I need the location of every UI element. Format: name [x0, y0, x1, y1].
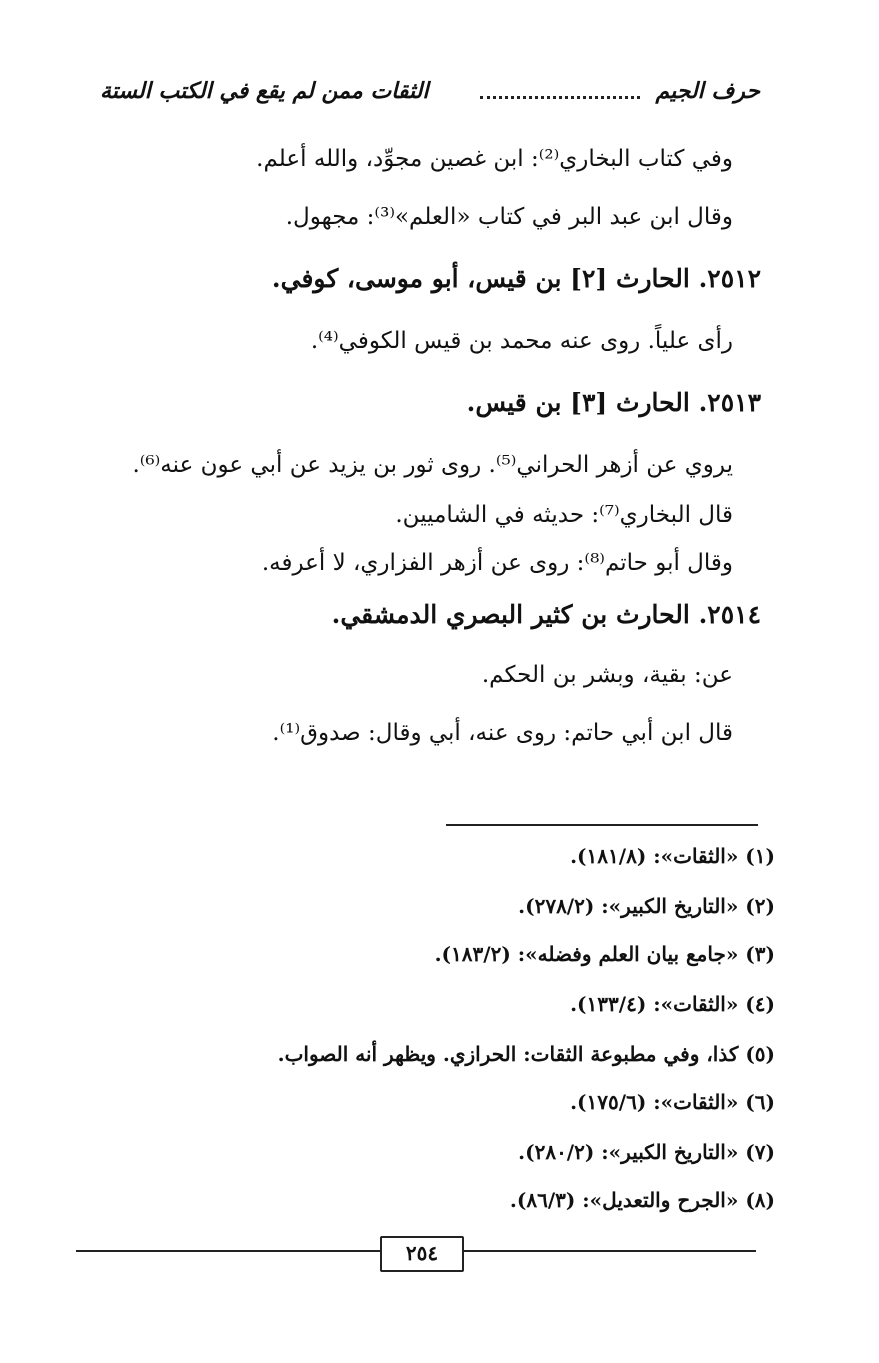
footnote: (٨) «الجرح والتعديل»: (٨٦/٣).: [509, 1188, 775, 1212]
body-line: رأى علياً. روى عنه محمد بن قيس الكوفي⁽⁴⁾.: [310, 328, 733, 354]
footnote: (٦) «الثقات»: (١٧٥/٦).: [570, 1090, 775, 1114]
footnote: (٧) «التاريخ الكبير»: (٢٨٠/٢).: [518, 1140, 775, 1164]
body-line: وقال ابن عبد البر في كتاب «العلم»⁽³⁾: مجهول.: [285, 204, 733, 230]
footnote: (٢) «التاريخ الكبير»: (٢٧٨/٢).: [518, 894, 775, 918]
footnote: (١) «الثقات»: (١٨١/٨).: [570, 844, 775, 868]
body-line: وقال أبو حاتم⁽⁸⁾: روى عن أزهر الفزاري، لا أعرفه.: [261, 550, 733, 576]
running-header: [100, 78, 760, 114]
footnote-separator: [446, 824, 758, 826]
body-line: قال ابن أبي حاتم: روى عنه، أبي وقال: صدوق⁽¹⁾.: [272, 720, 733, 746]
entry-heading: ٢٥١٣. الحارث [٣] بن قيس.: [466, 388, 761, 417]
body-line: عن: بقية، وبشر بن الحكم.: [481, 662, 733, 688]
header-title: الثقات ممن لم يقع في الكتب الستة: [100, 78, 429, 104]
footnote: (٣) «جامع بيان العلم وفضله»: (١٨٣/٢).: [434, 942, 775, 966]
header-dot-leader: [480, 96, 640, 99]
body-line: قال البخاري⁽⁷⁾: حديثه في الشاميين.: [395, 502, 733, 528]
body-line: وفي كتاب البخاري⁽²⁾: ابن غصين مجوِّد، والله أعلم.: [256, 146, 733, 172]
footnote: (٥) كذا، وفي مطبوعة الثقات: الحرازي. ويظهر أنه الصواب.: [277, 1042, 775, 1066]
entry-heading: ٢٥١٢. الحارث [٢] بن قيس، أبو موسى، كوفي.: [271, 264, 761, 293]
header-chapter: حرف الجيم: [655, 78, 760, 104]
footnote: (٤) «الثقات»: (١٣٣/٤).: [570, 992, 775, 1016]
body-line: يروي عن أزهر الحراني⁽⁵⁾. روى ثور بن يزيد عن أبي عون عنه⁽⁶⁾.: [132, 452, 733, 478]
entry-heading: ٢٥١٤. الحارث بن كثير البصري الدمشقي.: [331, 600, 761, 629]
page-number: ٢٥٤: [380, 1236, 464, 1272]
